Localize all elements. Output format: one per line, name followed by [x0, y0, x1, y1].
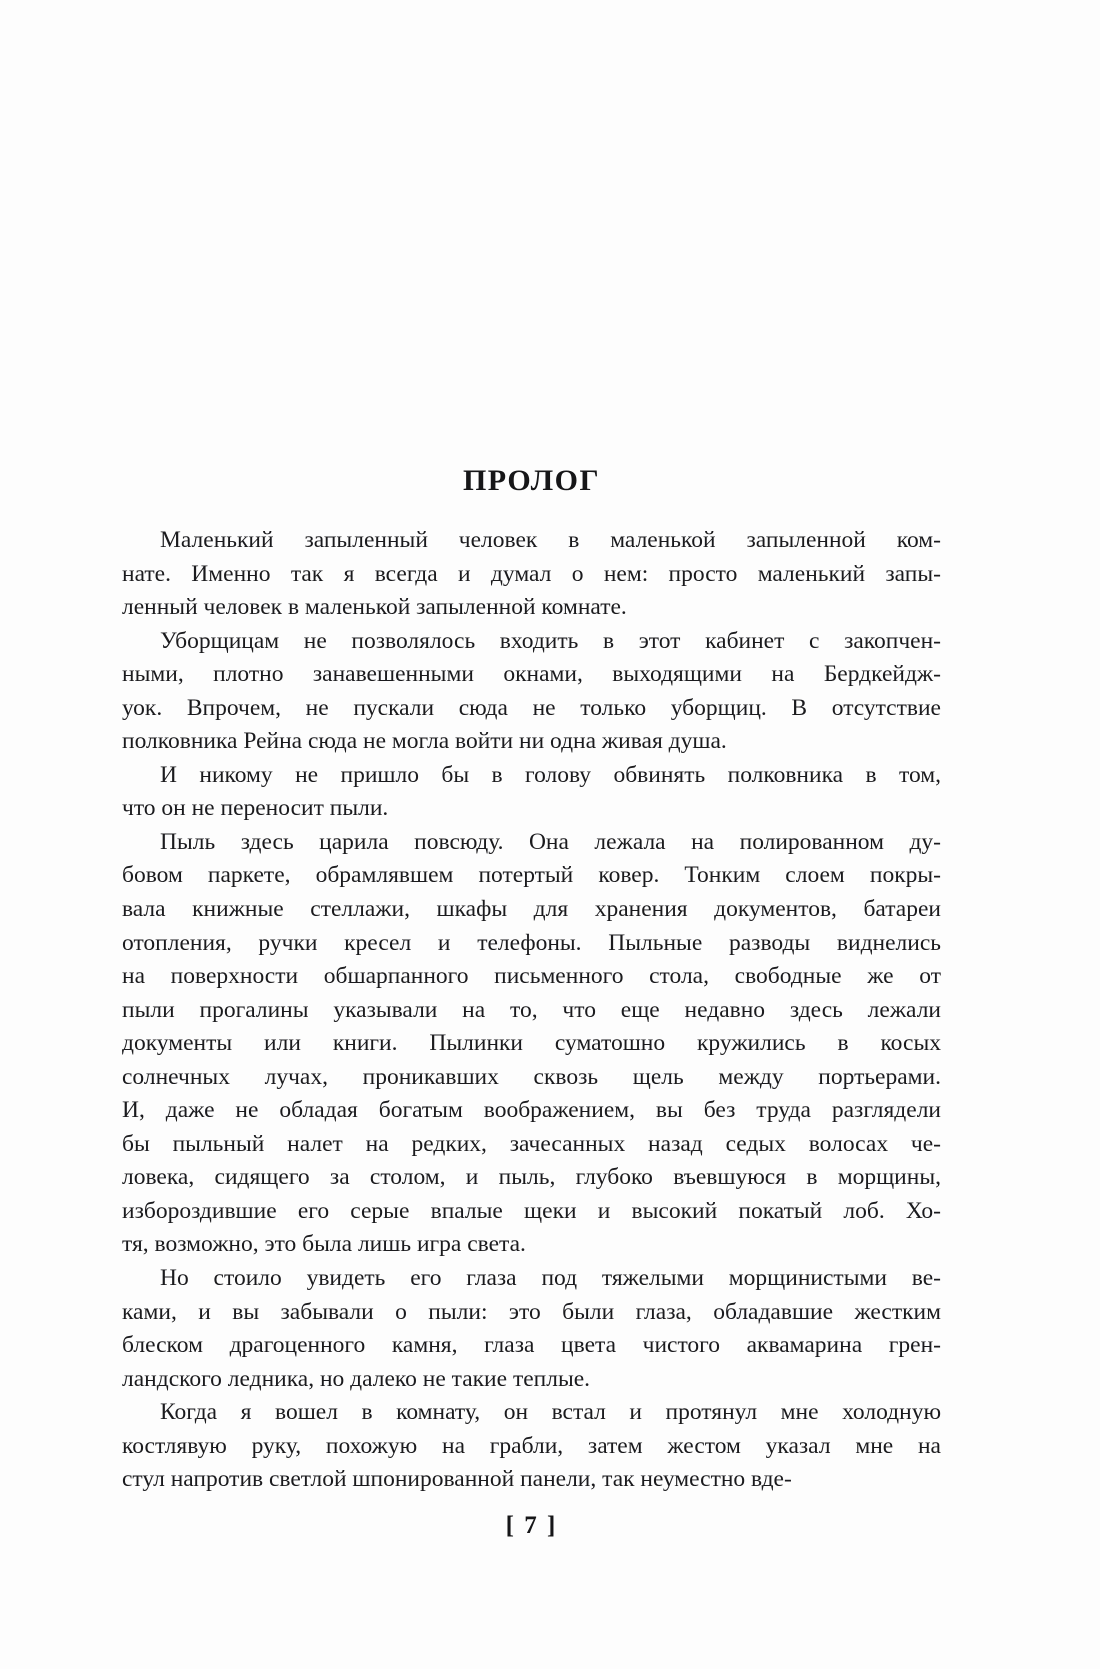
text-line: ными, плотно занавешенными окнами, выходящими на Бердкейдж- — [122, 661, 941, 688]
text-line: документы или книги. Пылинки суматошно кружились в косых — [122, 1030, 941, 1057]
text-line: бовом паркете, обрамлявшем потертый ковер. Тонким слоем покры- — [122, 862, 941, 889]
text-line: ленный человек в маленькой запыленной комнате. — [122, 594, 627, 621]
text-line: уок. Впрочем, не пускали сюда не только уборщиц. В отсутствие — [122, 694, 941, 721]
text-line: блеском драгоценного камня, глаза цвета чистого аквамарина грен- — [122, 1332, 941, 1359]
text-line: на поверхности обшарпанного письменного стола, свободные же от — [122, 963, 941, 990]
text-line: тя, возможно, это была лишь игра света. — [122, 1231, 526, 1258]
text-line: ландского ледника, но далеко не такие теплые. — [122, 1365, 591, 1392]
page-number: [ 7 ] — [505, 1512, 558, 1539]
text-line: вала книжные стеллажи, шкафы для хранения документов, батареи — [122, 896, 941, 923]
text-line: солнечных лучах, проникавших сквозь щель между портьерами. — [122, 1063, 941, 1090]
text-line: костлявую руку, похожую на грабли, затем жестом указал мне на — [122, 1432, 941, 1459]
text-block — [122, 524, 941, 1497]
text-line: ловека, сидящего за столом, и пыль, глубоко въевшуюся в морщины, — [122, 1164, 941, 1191]
text-line: Когда я вошел в комнату, он встал и протянул мне холодную — [160, 1399, 941, 1426]
text-line: И никому не пришло бы в голову обвинять полковника в том, — [160, 761, 941, 788]
text-line: что он не переносит пыли. — [122, 795, 389, 822]
chapter-title: ПРОЛОГ — [462, 464, 601, 497]
text-line: нате. Именно так я всегда и думал о нем: просто маленький запы- — [122, 560, 941, 587]
text-line: Но стоило увидеть его глаза под тяжелыми морщинистыми ве- — [160, 1265, 941, 1292]
text-line: отопления, ручки кресел и телефоны. Пыльные разводы виднелись — [122, 929, 941, 956]
text-line: пыли прогалины указывали на то, что еще недавно здесь лежали — [122, 996, 941, 1023]
text-line: ками, и вы забывали о пыли: это были глаза, обладавшие жестким — [122, 1298, 941, 1325]
text-line: избороздившие его серые впалые щеки и высокий покатый лоб. Хо- — [122, 1197, 941, 1224]
text-line: бы пыльный налет на редких, зачесанных назад седых волосах че- — [122, 1130, 941, 1157]
text-line: Маленький запыленный человек в маленькой запыленной ком- — [160, 527, 941, 553]
text-line: Уборщицам не позволялось входить в этот кабинет с закопчен- — [160, 627, 941, 654]
text-line: полковника Рейна сюда не могла войти ни одна живая душа. — [122, 728, 727, 755]
text-line: стул напротив светлой шпонированной панели, так неуместно вде- — [122, 1466, 792, 1493]
text-line: Пыль здесь царила повсюду. Она лежала на полированном ду- — [160, 828, 941, 855]
text-line: И, даже не обладая богатым воображением, вы без труда разглядели — [122, 1097, 941, 1124]
